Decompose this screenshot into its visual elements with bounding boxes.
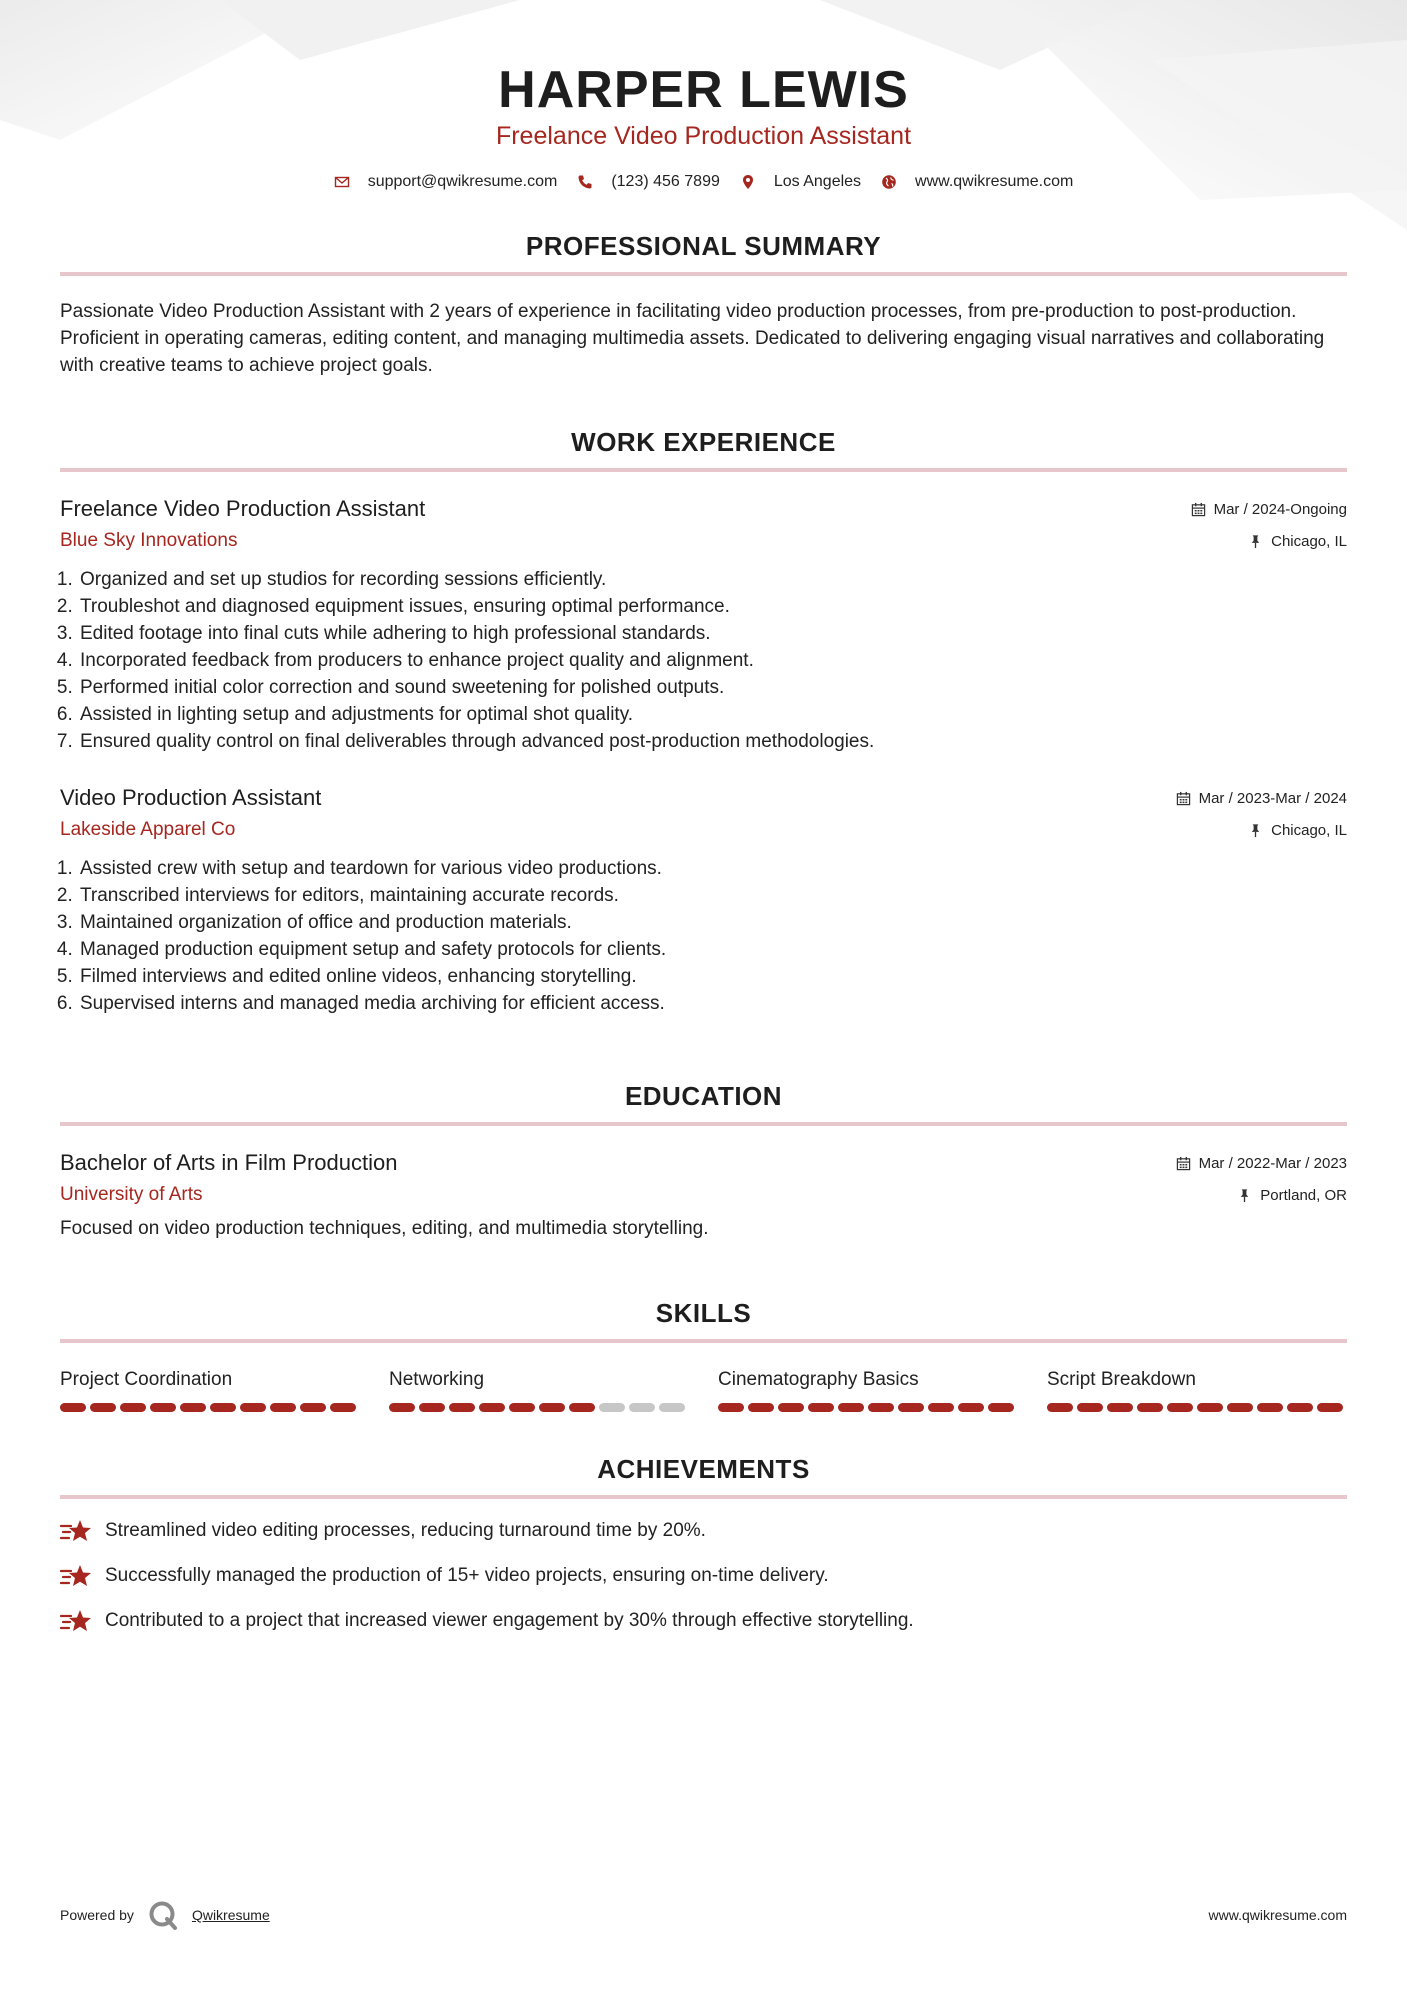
skill-segment-filled: [389, 1403, 415, 1412]
job-entry: [60, 496, 1347, 755]
education-location: Portland, OR: [1237, 1187, 1347, 1204]
candidate-title: Freelance Video Production Assistant: [495, 122, 912, 150]
pushpin-icon: [1248, 823, 1263, 838]
list-item: 3. Edited footage into final cuts while adhering to high professional standards.: [78, 620, 1347, 647]
skill-segment-filled: [1227, 1403, 1253, 1412]
summary-heading: PROFESSIONAL SUMMARY: [525, 231, 882, 261]
skill-segment-filled: [270, 1403, 296, 1412]
list-item: 1. Assisted crew with setup and teardown for various video productions.: [78, 855, 1347, 882]
contact-email[interactable]: [334, 173, 558, 191]
skill-name: Script Breakdown: [1047, 1369, 1196, 1390]
job-location: Chicago, IL: [1248, 822, 1347, 839]
phone-icon: [577, 174, 593, 190]
skill-level-bar: [389, 1403, 689, 1412]
list-item: 4. Incorporated feedback from producers to enhance project quality and alignment.: [78, 647, 1347, 674]
phone-text: (123) 456 7899: [611, 173, 720, 190]
skill-segment-filled: [449, 1403, 475, 1412]
summary-text: Passionate Video Production Assistant with 2 years of experience in facilitating video production processes, from pre-production to post-production. Proficient in operating cameras, editing content, and managing multimedia assets. Dedicated to delivering engaging visual narratives and collaborating with creative teams to achieve project goals.: [60, 301, 1325, 376]
skill-segment-filled: [300, 1403, 326, 1412]
map-pin-icon: [740, 174, 756, 190]
skill-segment-filled: [928, 1403, 954, 1412]
section-divider: [60, 272, 1347, 276]
pushpin-icon: [1248, 534, 1263, 549]
job-dates: Mar / 2024-Ongoing: [1191, 501, 1347, 518]
experience-section: [60, 427, 1347, 1017]
skill-segment-filled: [718, 1403, 744, 1412]
calendar-icon: [1176, 1156, 1191, 1171]
section-divider: [60, 1122, 1347, 1126]
achievements-heading: ACHIEVEMENTS: [597, 1454, 810, 1484]
skill-segment-filled: [1197, 1403, 1223, 1412]
skill-segment-filled: [210, 1403, 236, 1412]
contact-phone[interactable]: [577, 173, 720, 191]
skill-segment-filled: [479, 1403, 505, 1412]
section-divider: [60, 1339, 1347, 1343]
experience-heading: WORK EXPERIENCE: [571, 427, 836, 457]
candidate-name: HARPER LEWIS: [498, 61, 909, 119]
skill-name: Cinematography Basics: [718, 1369, 919, 1390]
shooting-star-icon: [60, 1517, 92, 1545]
skill-segment-filled: [419, 1403, 445, 1412]
skill-segment-filled: [120, 1403, 146, 1412]
skill-segment-filled: [1257, 1403, 1283, 1412]
list-item: 3. Maintained organization of office and production materials.: [78, 909, 1347, 936]
education-dates: Mar / 2022-Mar / 2023: [1176, 1155, 1347, 1172]
skill-segment-filled: [539, 1403, 565, 1412]
contact-bar: [60, 173, 1347, 191]
skill-segment-filled: [838, 1403, 864, 1412]
skills-section: [60, 1298, 1347, 1412]
skill-segment-filled: [868, 1403, 894, 1412]
calendar-icon: [1176, 791, 1191, 806]
skill-segment-empty: [629, 1403, 655, 1412]
shooting-star-icon: [60, 1562, 92, 1590]
skill-segment-filled: [1107, 1403, 1133, 1412]
skill-item: [60, 1369, 360, 1412]
skill-segment-filled: [1287, 1403, 1313, 1412]
skill-item: [1047, 1369, 1347, 1412]
list-item: 7. Ensured quality control on final deliverables through advanced post-production methodologies.: [78, 728, 1347, 755]
skill-level-bar: [60, 1403, 360, 1412]
list-item: 4. Managed production equipment setup and safety protocols for clients.: [78, 936, 1347, 963]
skill-segment-filled: [1137, 1403, 1163, 1412]
skill-segment-filled: [330, 1403, 356, 1412]
summary-section: [60, 231, 1347, 379]
skill-segment-filled: [1047, 1403, 1073, 1412]
list-item: 5. Filmed interviews and edited online videos, enhancing storytelling.: [78, 963, 1347, 990]
skills-list: [60, 1369, 1347, 1412]
education-heading: EDUCATION: [624, 1081, 783, 1111]
skill-level-bar: [718, 1403, 1018, 1412]
job-location: Chicago, IL: [1248, 533, 1347, 550]
skill-segment-filled: [1077, 1403, 1103, 1412]
shooting-star-icon: [60, 1607, 92, 1635]
job-entry: [60, 785, 1347, 1017]
skill-segment-filled: [509, 1403, 535, 1412]
achievement-item: Successfully managed the production of 15+ video projects, ensuring on-time delivery.: [60, 1562, 1347, 1590]
skill-segment-filled: [569, 1403, 595, 1412]
skill-segment-filled: [958, 1403, 984, 1412]
list-item: 1. Organized and set up studios for recording sessions efficiently.: [78, 566, 1347, 593]
skill-level-bar: [1047, 1403, 1347, 1412]
skill-segment-filled: [1317, 1403, 1343, 1412]
qwikresume-logo-icon: [148, 1900, 178, 1930]
skill-segment-empty: [659, 1403, 685, 1412]
job-bullets: [60, 855, 1347, 1017]
skill-segment-filled: [898, 1403, 924, 1412]
job-title: Video Production Assistant: [60, 785, 322, 810]
pushpin-icon: [1237, 1188, 1252, 1203]
section-divider: [60, 1495, 1347, 1499]
school-name: University of Arts: [60, 1184, 203, 1205]
company-name: Blue Sky Innovations: [60, 530, 238, 551]
location-text: Los Angeles: [773, 173, 862, 190]
skill-segment-filled: [240, 1403, 266, 1412]
skills-heading: SKILLS: [655, 1298, 752, 1328]
skill-segment-filled: [180, 1403, 206, 1412]
email-text: support@qwikresume.com: [367, 173, 558, 190]
envelope-icon: [334, 174, 350, 190]
contact-website[interactable]: [881, 173, 1073, 191]
education-description: Focused on video production techniques, editing, and multimedia storytelling.: [60, 1218, 709, 1239]
achievement-item: Streamlined video editing processes, reducing turnaround time by 20%.: [60, 1517, 1347, 1545]
contact-location: [740, 173, 861, 191]
achievement-item: Contributed to a project that increased viewer engagement by 30% through effective storytelling.: [60, 1607, 1347, 1635]
skill-segment-filled: [808, 1403, 834, 1412]
job-dates: Mar / 2023-Mar / 2024: [1176, 790, 1347, 807]
skill-segment-filled: [60, 1403, 86, 1412]
footer-website[interactable]: www.qwikresume.com: [1208, 1907, 1347, 1923]
skill-segment-empty: [599, 1403, 625, 1412]
job-title: Freelance Video Production Assistant: [60, 496, 426, 521]
skill-segment-filled: [150, 1403, 176, 1412]
globe-icon: [881, 174, 897, 190]
list-item: 2. Transcribed interviews for editors, maintaining accurate records.: [78, 882, 1347, 909]
section-divider: [60, 468, 1347, 472]
website-text: www.qwikresume.com: [915, 173, 1074, 190]
list-item: 2. Troubleshot and diagnosed equipment issues, ensuring optimal performance.: [78, 593, 1347, 620]
skill-name: Project Coordination: [60, 1369, 233, 1390]
skill-item: [389, 1369, 689, 1412]
skill-segment-filled: [748, 1403, 774, 1412]
skill-segment-filled: [778, 1403, 804, 1412]
skill-segment-filled: [988, 1403, 1014, 1412]
list-item: 5. Performed initial color correction and sound sweetening for polished outputs.: [78, 674, 1347, 701]
achievements-section: [60, 1454, 1347, 1635]
skill-item: [718, 1369, 1018, 1412]
education-entry: [60, 1150, 1347, 1240]
list-item: 6. Assisted in lighting setup and adjustments for optimal shot quality.: [78, 701, 1347, 728]
calendar-icon: [1191, 502, 1206, 517]
brand-link[interactable]: Qwikresume: [191, 1907, 270, 1923]
job-bullets: [60, 566, 1347, 755]
company-name: Lakeside Apparel Co: [60, 819, 236, 840]
skill-segment-filled: [90, 1403, 116, 1412]
powered-by-label: Powered by: [60, 1907, 134, 1923]
skill-segment-filled: [1167, 1403, 1193, 1412]
skill-name: Networking: [389, 1369, 485, 1390]
footer: [60, 1900, 1347, 1930]
list-item: 6. Supervised interns and managed media archiving for efficient access.: [78, 990, 1347, 1017]
degree-title: Bachelor of Arts in Film Production: [60, 1150, 398, 1175]
education-section: [60, 1081, 1347, 1240]
